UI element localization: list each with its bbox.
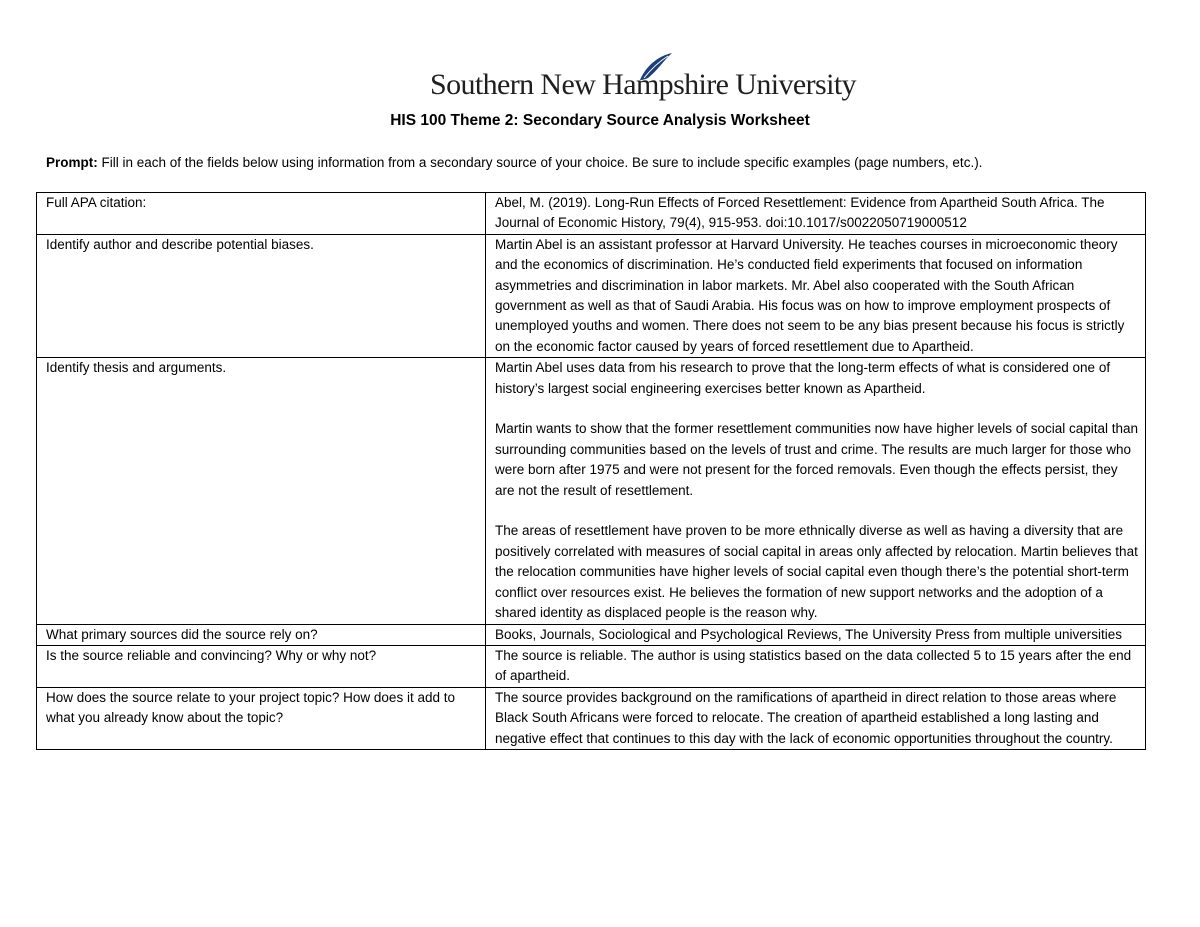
answer-paragraph: The areas of resettlement have proven to be more ethnically diverse as well as having a diversity that are positively correlated with measures of social capital in areas only affected by relocation. Martin believes that the relocation communities have higher levels of social capital even though there’s the potential short-term conflict over resources exist. He believes the formation of new support networks and the adoption of a shared identity as displaced people is the reason why.: [495, 523, 1138, 621]
answer-cell: [486, 645, 1146, 687]
worksheet-table: [36, 192, 1146, 750]
question-cell: Full APA citation:: [37, 193, 486, 235]
answer-cell: [486, 687, 1146, 749]
question-cell: What primary sources did the source rely on?: [37, 624, 486, 645]
table-row: [37, 193, 1146, 235]
table-row: [37, 687, 1146, 749]
question-cell: How does the source relate to your project topic? How does it add to what you already know about the topic?: [37, 687, 486, 749]
table-row: [37, 624, 1146, 645]
question-cell: Identify thesis and arguments.: [37, 358, 486, 624]
answer-paragraph: Abel, M. (2019). Long-Run Effects of Forced Resettlement: Evidence from Apartheid South Africa. The Journal of Economic History, 79(4), 915-953. doi:10.1017/s0022050719000512: [495, 195, 1105, 231]
answer-cell: [486, 193, 1146, 235]
worksheet-title: HIS 100 Theme 2: Secondary Source Analysis Worksheet: [390, 112, 810, 129]
prompt-text: Fill in each of the fields below using information from a secondary source of your choice. Be sure to include specific examples (page numbers, etc.).: [97, 155, 983, 170]
answer-paragraph: Martin Abel uses data from his research to prove that the long-term effects of what is considered one of history’s largest social engineering exercises better known as Apartheid.: [495, 360, 1111, 396]
answer-paragraph: Books, Journals, Sociological and Psychological Reviews, The University Press from multiple universities: [495, 626, 1123, 642]
answer-paragraph: Martin wants to show that the former resettlement communities now have higher levels of social capital than surrounding communities based on the levels of trust and crime. The results are much larger for those who were born after 1975 and were not present for the forced removals. Even though the effects persist, they are not the result of resettlement.: [495, 421, 1139, 498]
table-row: [37, 645, 1146, 687]
question-cell: Is the source reliable and convincing? Why or why not?: [37, 645, 486, 687]
table-row: [37, 234, 1146, 357]
answer-cell: [486, 624, 1146, 645]
prompt-label: Prompt:: [46, 155, 98, 170]
leaf-icon: [638, 52, 674, 82]
university-logo: [430, 52, 856, 104]
table-row: [37, 358, 1146, 624]
answer-cell: [486, 234, 1146, 357]
prompt: [46, 155, 1166, 170]
answer-paragraph: Martin Abel is an assistant professor at Harvard University. He teaches courses in microeconomic theory and the economics of discrimination. He’s conducted field experiments that focused on information asymmetries and discrimination in labor markets. Mr. Abel also cooperated with the South African government as well as that of Saudi Arabia. His focus was on how to improve employment prospects of unemployed youths and women. There does not seem to be any bias present because his focus is strictly on the economic factor caused by years of forced resettlement due to Apartheid.: [495, 236, 1125, 354]
answer-cell: [486, 358, 1146, 624]
question-cell: Identify author and describe potential biases.: [37, 234, 486, 357]
university-name: Southern New Hampshire University: [430, 68, 856, 101]
answer-paragraph: The source is reliable. The author is using statistics based on the data collected 5 to 15 years after the end of apartheid.: [495, 647, 1132, 684]
answer-paragraph: The source provides background on the ramifications of apartheid in direct relation to those areas where Black South Africans were forced to relocate. The creation of apartheid established a long lasting and negative effect that continues to this day with the lack of economic opportunities throughout the country.: [495, 689, 1117, 746]
